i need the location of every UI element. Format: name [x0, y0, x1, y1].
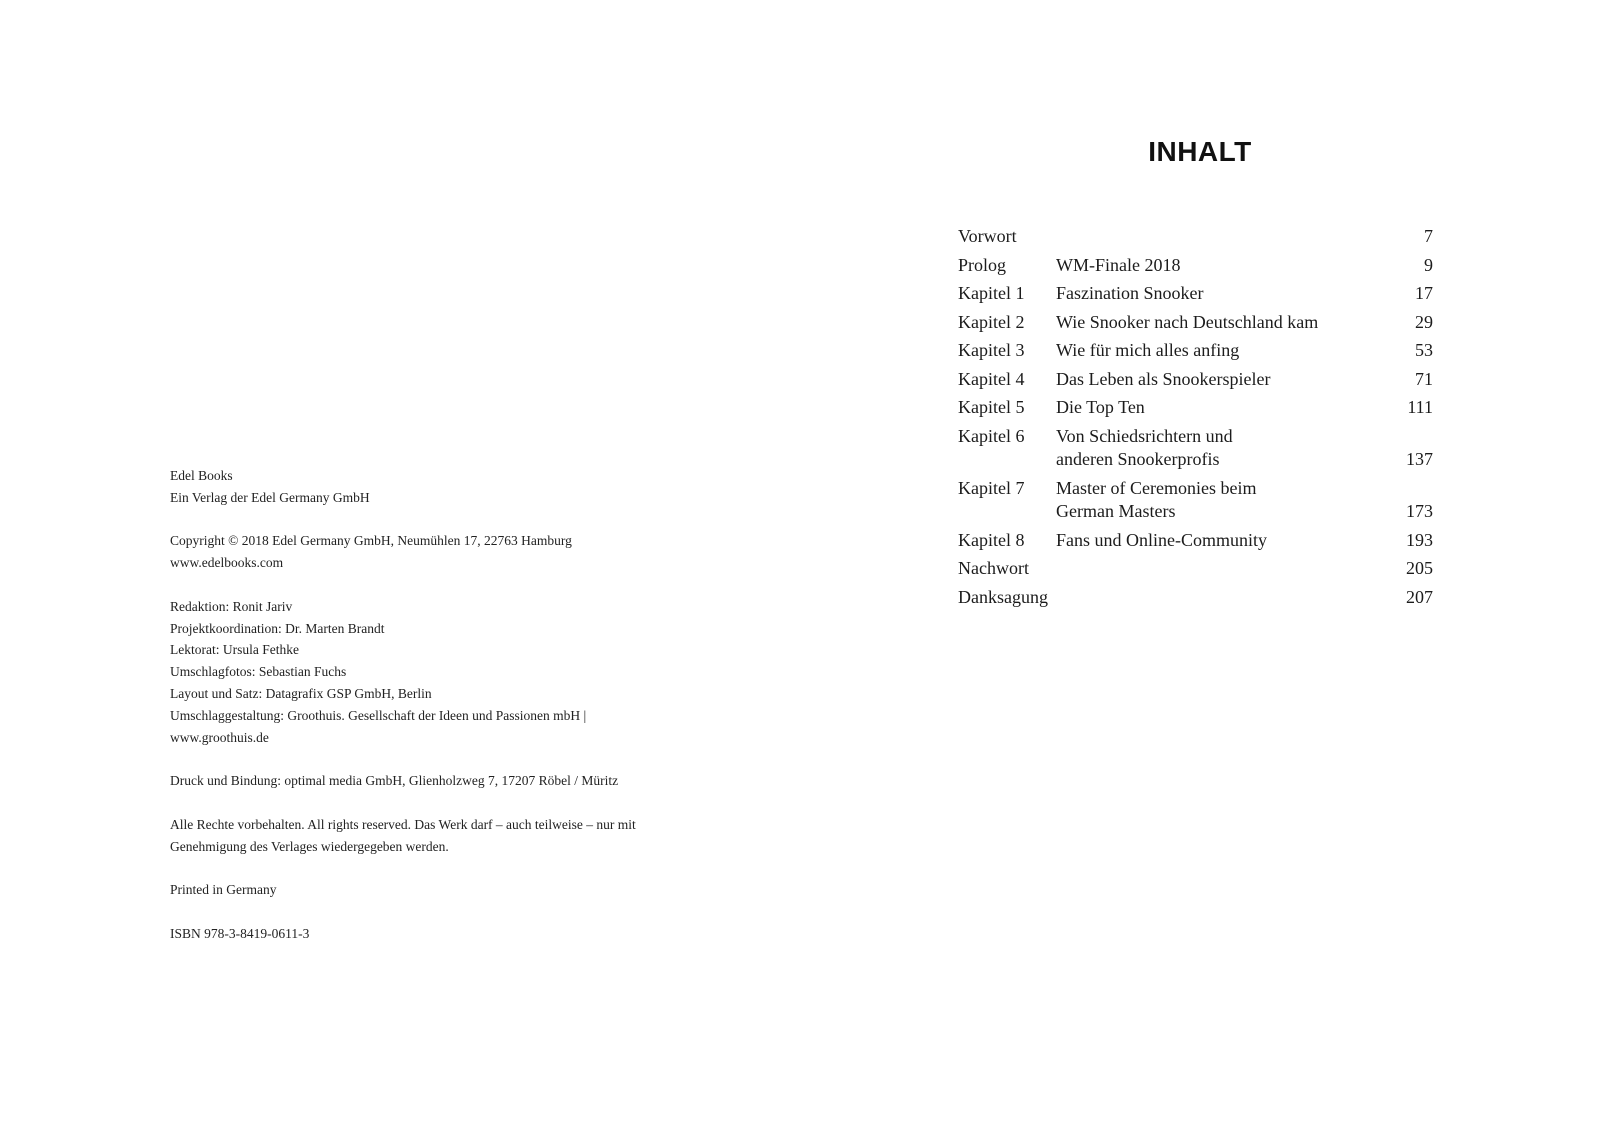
- toc-entry-label: Vorwort: [958, 226, 1017, 246]
- credit-line: Umschlaggestaltung: Groothuis. Gesellschaft der Ideen und Passionen mbH | www.groothuis.de: [170, 707, 587, 745]
- imprint-section: [170, 465, 640, 966]
- toc-entry: [958, 425, 1433, 472]
- toc-entry-title: [1056, 425, 1383, 472]
- credit-line: Lektorat: Ursula Fethke: [170, 642, 299, 658]
- table-of-contents: [958, 225, 1433, 614]
- printed-in-block: [170, 879, 640, 901]
- publisher-name: Edel Books: [170, 468, 233, 483]
- print-block: [170, 770, 640, 792]
- publisher-block: [170, 465, 640, 509]
- toc-entry-title-line: German Masters: [1056, 501, 1176, 521]
- toc-entry-page-number: 137: [1406, 449, 1433, 469]
- toc-entry-page-number: 71: [1415, 368, 1433, 389]
- toc-entry-label: Kapitel 6: [958, 425, 1025, 446]
- toc-entry-label: Kapitel 4: [958, 368, 1025, 389]
- credits-block: [170, 596, 640, 749]
- print-binding-info: Druck und Bindung: optimal media GmbH, Glienholzweg 7, 17207 Röbel / Müritz: [170, 773, 619, 789]
- isbn-block: [170, 923, 640, 945]
- toc-entry-page-number: 193: [1406, 529, 1433, 550]
- credit-line: Umschlagfotos: Sebastian Fuchs: [170, 664, 347, 680]
- toc-entry-page-number: 207: [1406, 586, 1433, 607]
- toc-entry-label: Nachwort: [958, 558, 1029, 578]
- toc-entry-page-number: 53: [1415, 340, 1433, 360]
- toc-entry: [958, 225, 1433, 249]
- toc-entry-page-number: 173: [1406, 501, 1433, 521]
- toc-entry-page-number: 111: [1407, 397, 1433, 417]
- toc-entry-page-number: 205: [1406, 558, 1433, 578]
- toc-entry-title: [1056, 339, 1383, 363]
- toc-entry-title: [1056, 368, 1383, 392]
- toc-entry-title: [1056, 311, 1383, 335]
- toc-entry-page-number: 7: [1424, 226, 1433, 246]
- toc-entry-label: Kapitel 1: [958, 283, 1025, 303]
- toc-entry-label: Kapitel 5: [958, 397, 1025, 417]
- toc-entry-label: Kapitel 2: [958, 311, 1025, 332]
- toc-entry-title-line: Das Leben als Snookerspieler: [1056, 368, 1271, 389]
- toc-entry-label: Kapitel 3: [958, 340, 1025, 360]
- toc-entry-title: [1056, 254, 1383, 278]
- toc-entry-title-line: Die Top Ten: [1056, 397, 1145, 417]
- toc-entry-title: [1056, 282, 1383, 306]
- toc-entry: [958, 529, 1433, 553]
- toc-entry-label: Kapitel 7: [958, 477, 1025, 498]
- toc-entry-label: Kapitel 8: [958, 529, 1025, 550]
- toc-entry-title-line: WM-Finale 2018: [1056, 254, 1181, 275]
- toc-entry-label: Danksagung: [958, 586, 1048, 607]
- toc-entry-title-line: Von Schiedsrichtern und: [1056, 425, 1233, 446]
- printed-in: Printed in Germany: [170, 882, 277, 898]
- publisher-subtitle: Ein Verlag der Edel Germany GmbH: [170, 489, 370, 505]
- toc-entry-title: [1056, 529, 1383, 553]
- toc-entry: [958, 282, 1433, 306]
- toc-entry-label: Prolog: [958, 254, 1007, 275]
- toc-entry: [958, 586, 1433, 610]
- toc-entry-title-line: Master of Ceremonies beim: [1056, 477, 1257, 498]
- toc-entry-title-line: Wie Snooker nach Deutschland kam: [1056, 311, 1319, 332]
- toc-entry: [958, 254, 1433, 278]
- publisher-website: www.edelbooks.com: [170, 555, 284, 571]
- toc-entry-page-number: 9: [1424, 254, 1433, 275]
- toc-entry: [958, 339, 1433, 363]
- copyright-notice: Copyright © 2018 Edel Germany GmbH, Neumühlen 17, 22763 Hamburg: [170, 533, 572, 549]
- credit-line: Layout und Satz: Datagrafix GSP GmbH, Berlin: [170, 685, 432, 701]
- toc-entry-title-line: anderen Snookerprofis: [1056, 449, 1220, 469]
- toc-entry: [958, 311, 1433, 335]
- credit-line: Redaktion: Ronit Jariv: [170, 598, 293, 614]
- credit-line: Projektkoordination: Dr. Marten Brandt: [170, 620, 385, 636]
- toc-entry-title-line: Faszination Snooker: [1056, 283, 1204, 303]
- toc-entry-title-line: Fans und Online-Community: [1056, 529, 1267, 550]
- toc-entry-page-number: 29: [1415, 311, 1433, 332]
- toc-entry-title: [1056, 477, 1383, 524]
- toc-entry-title-line: Wie für mich alles anfing: [1056, 340, 1240, 360]
- copyright-block: [170, 530, 640, 574]
- toc-heading: INHALT: [1148, 136, 1252, 167]
- toc-entry: [958, 368, 1433, 392]
- toc-entry: [958, 477, 1433, 524]
- toc-entry: [958, 396, 1433, 420]
- isbn: ISBN 978-3-8419-0611-3: [170, 925, 310, 941]
- toc-entry-page-number: 17: [1415, 283, 1433, 303]
- toc-entry: [958, 557, 1433, 581]
- rights-block: [170, 814, 640, 858]
- toc-entry-title: [1056, 396, 1383, 420]
- rights-notice: Alle Rechte vorbehalten. All rights reserved. Das Werk darf – auch teilweise – nur mit Genehmigung des Verlages wiedergegeben werden.: [170, 816, 636, 854]
